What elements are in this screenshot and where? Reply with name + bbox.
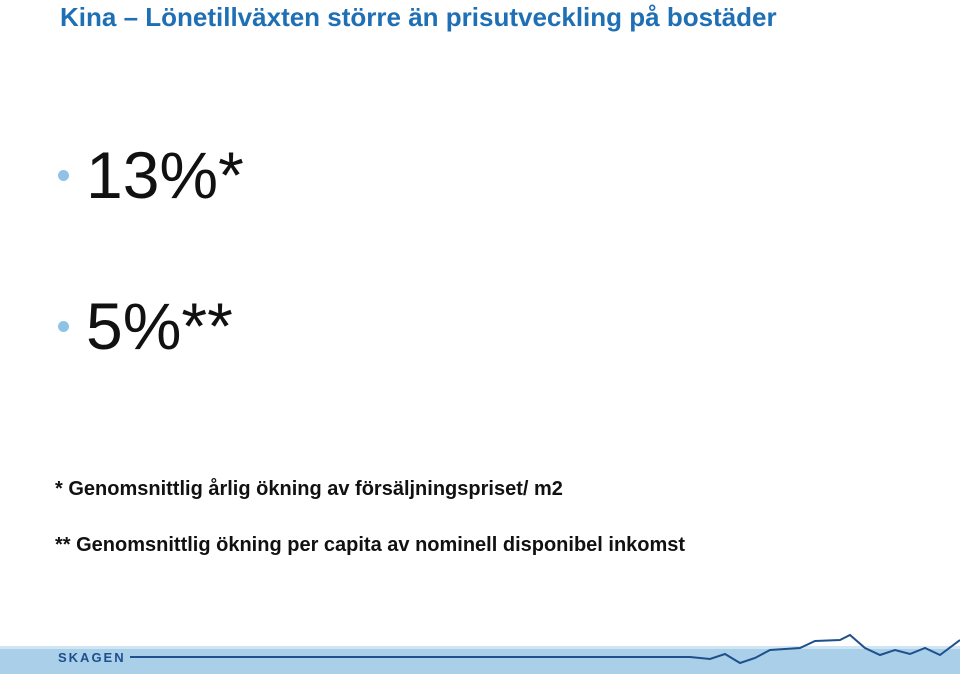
- bullet-value: 13%*: [86, 138, 244, 212]
- mountain-line-graphic: [0, 628, 960, 674]
- bullet-dot-icon: [58, 321, 69, 332]
- bullet-item: [58, 138, 244, 212]
- skagen-logo: SKAGEN: [58, 650, 126, 665]
- bullet-value: 5%**: [86, 289, 233, 363]
- slide-title: Kina – Lönetillväxten större än prisutveckling på bostäder: [60, 2, 777, 32]
- footnote: * Genomsnittlig årlig ökning av försäljningspriset/ m2: [55, 478, 563, 500]
- footnote: ** Genomsnittlig ökning per capita av nominell disponibel inkomst: [55, 534, 686, 556]
- bullet-dot-icon: [58, 170, 69, 181]
- footer-band: [0, 628, 960, 674]
- bullet-item: [58, 289, 233, 363]
